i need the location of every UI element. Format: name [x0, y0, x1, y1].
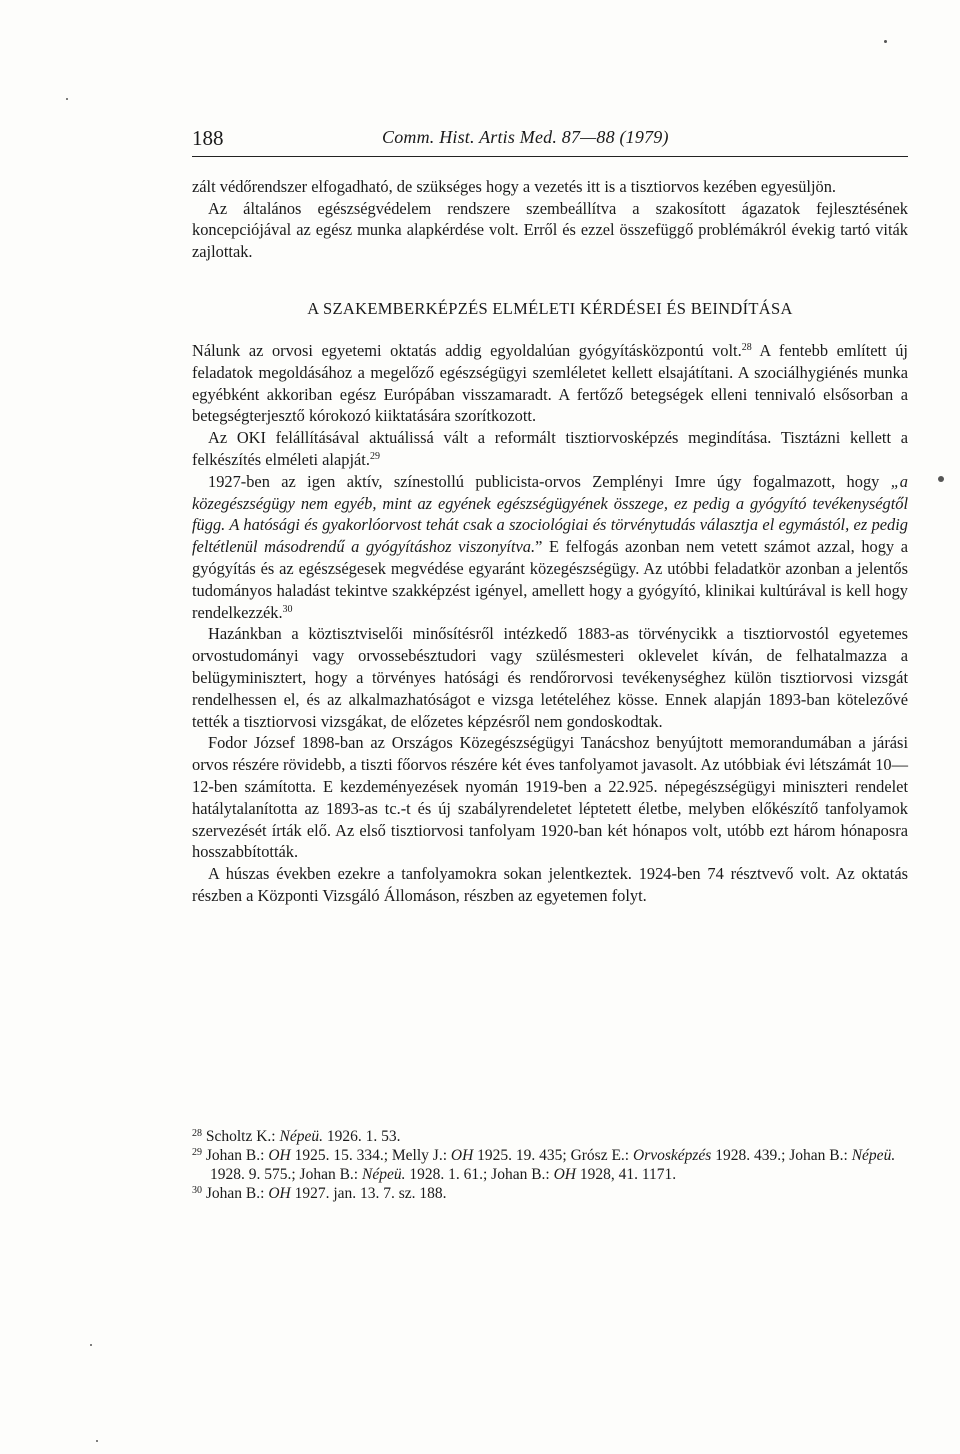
intro-paragraph-1: zált védőrendszer elfogadható, de szükséges hogy a vezetés itt is a tisztiorvos kezében egyesüljön. — [192, 177, 837, 196]
main-text — [192, 176, 908, 907]
footnote-text: 1928, 41. 1171. — [576, 1166, 677, 1183]
paragraph-1-continuation: A fentebb említett új feladatok megoldásához a megelőző egészségügyi szemléletet kellett elsajátítani. A szociálhygiénés munka egyébként akkoriban egész Európában visszamaradt. A fertőző betegségek elleni tennivaló elsősorban a betegségterjesztő kórokozó kiiktatására szorítkozott. — [192, 340, 908, 426]
footnote-ref-30: 30 — [282, 603, 293, 615]
footnote-30 — [192, 1184, 908, 1203]
journal-citation: Comm. Hist. Artis Med. 87—88 (1979) — [382, 127, 669, 147]
intro-paragraph-2: Az általános egészségvédelem rendszere szembeállítva a szakosított ágazatok fejlesztésének koncepciójával az egész munka alapkérdése volt. Erről és ezzel összefüggő problémákról évekig tartó viták zajlottak. — [192, 198, 908, 261]
footnote-journal: OH — [553, 1166, 576, 1183]
footnote-29 — [192, 1146, 908, 1184]
paragraph-4: Hazánkban a köztisztviselői minősítésről intézkedő 1883-as törvénycikk a tisztiorvostól egyetemes orvostudományi vagy orvossebésztudori vagy szülésmesteri oklevelet kíván, de felhatalmazza a belügyminisztert, hogy a törvényes hatósági és rendőrorvosi tevékenységhez külön tisztiorvosi vizsgát rendelhessen el, és az alkalmazhatóságot e vizsga letételéhez kösse. Ennek alapján 1893-ban kötelezővé tették a tisztiorvosi vizsgákat, de előzetes képzésről nem gondoskodtak. — [192, 624, 908, 731]
paragraph-3-quote: „a közegészségügy nem egyéb, mint az egyének egészségügyének összege, ez pedig a gyógyító tevékenységtől függ. A hatósági és gyakorlóorvost tehát csak a szociológiai és törvénytudás választja el egymástól, ez pedig feltétlenül másodrendű a gyógyításhoz viszonyítva. — [192, 471, 908, 557]
scan-speck — [938, 476, 944, 482]
footnote-28 — [192, 1127, 908, 1146]
footnotes — [192, 1127, 908, 1203]
footnote-text: 1928. 9. 575.; Johan B.: — [210, 1166, 362, 1183]
footnote-journal: OH — [268, 1185, 291, 1202]
footnote-text: Johan B.: — [205, 1147, 269, 1164]
footnote-journal: Népeü. — [851, 1147, 896, 1164]
footnote-text: 1925. 19. 435; Grósz E.: — [473, 1147, 633, 1164]
footnote-journal: Orvosképzés — [633, 1147, 712, 1164]
page-number: 188 — [192, 126, 224, 150]
paragraph-3-rest: ” E felfogás azonban nem vetett számot azzal, hogy a gyógyítás és az egészségesek megvédése egyaránt közegészségügy. Az utóbbi feladatkör azonban a jelentős tudományos haladást tekintve szakképzést igényel, amellett hogy a gyógyító, klinikai kultúrával is kell hogy rendelkezzék. — [192, 537, 908, 622]
footnote-text: 1928. 1. 61.; Johan B.: — [405, 1166, 554, 1183]
running-header — [192, 122, 908, 157]
footnote-journal: Népeü. — [362, 1166, 406, 1183]
footnote-number: 30 — [192, 1185, 202, 1196]
section-heading: A SZAKEMBERKÉPZÉS ELMÉLETI KÉRDÉSEI ÉS BEINDÍTÁSA — [307, 299, 793, 319]
footnote-text: Johan B.: — [205, 1185, 269, 1202]
footnote-text: 1925. 15. 334.; Melly J.: — [290, 1147, 451, 1164]
footnote-text: Scholtz K.: — [205, 1128, 280, 1145]
paragraph-2-text: Az OKI felállításával aktuálissá vált a reformált tisztiorvosképzés megindítása. Tisztázni kellett a felkészítés elméleti alapját. — [192, 428, 908, 469]
footnote-journal: OH — [450, 1147, 474, 1164]
footnote-number: 29 — [192, 1147, 202, 1158]
scan-speck — [90, 1344, 92, 1346]
paragraph-6: A húszas években ezekre a tanfolyamokra sokan jelentkeztek. 1924-ben 74 résztvevő volt. Az oktatás részben a Központi Vizsgáló Állomáson, részben az egyetemen folyt. — [192, 864, 908, 905]
footnote-number: 28 — [192, 1128, 202, 1139]
footnote-text: 1927. jan. 13. 7. sz. 188. — [290, 1185, 447, 1202]
paragraph-2 — [192, 427, 908, 471]
footnote-journal: Népeü. — [279, 1128, 323, 1145]
section-body — [192, 340, 908, 907]
paragraph-3 — [192, 471, 908, 624]
footnote-text: 1928. 439.; Johan B.: — [711, 1147, 852, 1164]
scan-speck — [884, 40, 887, 43]
paragraph-5: Fodor József 1898-ban az Országos Közegészségügyi Tanácshoz benyújtott memorandumában a járási orvos részére rövidebb, a tiszti főorvos részére két éves tanfolyamot javasolt. Az utóbbiak évi létszámát 10—12-ben számította. E kezdeményezések nyomán 1919-ben a 22.925. népegészségügyi miniszteri rendelet hatálytalanította az 1893-as tc.-t és új szabályrendeletet léptetett életbe, melyben előkészítő tanfolyamok szervezését írták elő. Az első tisztiorvosi tanfolyam 1920-ban két hónapos volt, utóbb ezt három hónaposra hosszabbították. — [192, 733, 908, 862]
paragraph-1 — [192, 340, 908, 427]
scan-speck — [96, 1440, 98, 1442]
footnote-ref-28: 28 — [741, 341, 752, 353]
footnote-text: 1926. 1. 53. — [322, 1128, 401, 1145]
paragraph-1-text: Nálunk az orvosi egyetemi oktatás addig egyoldalúan gyógyításközpontú volt. — [192, 340, 742, 360]
footnote-ref-29: 29 — [369, 450, 380, 462]
paragraph-3-lead: 1927-ben az igen aktív, színestollú publicista-orvos Zemplényi Imre úgy fogalmazott, hogy — [208, 471, 891, 491]
scan-speck — [66, 98, 68, 100]
footnote-journal: OH — [268, 1147, 291, 1164]
